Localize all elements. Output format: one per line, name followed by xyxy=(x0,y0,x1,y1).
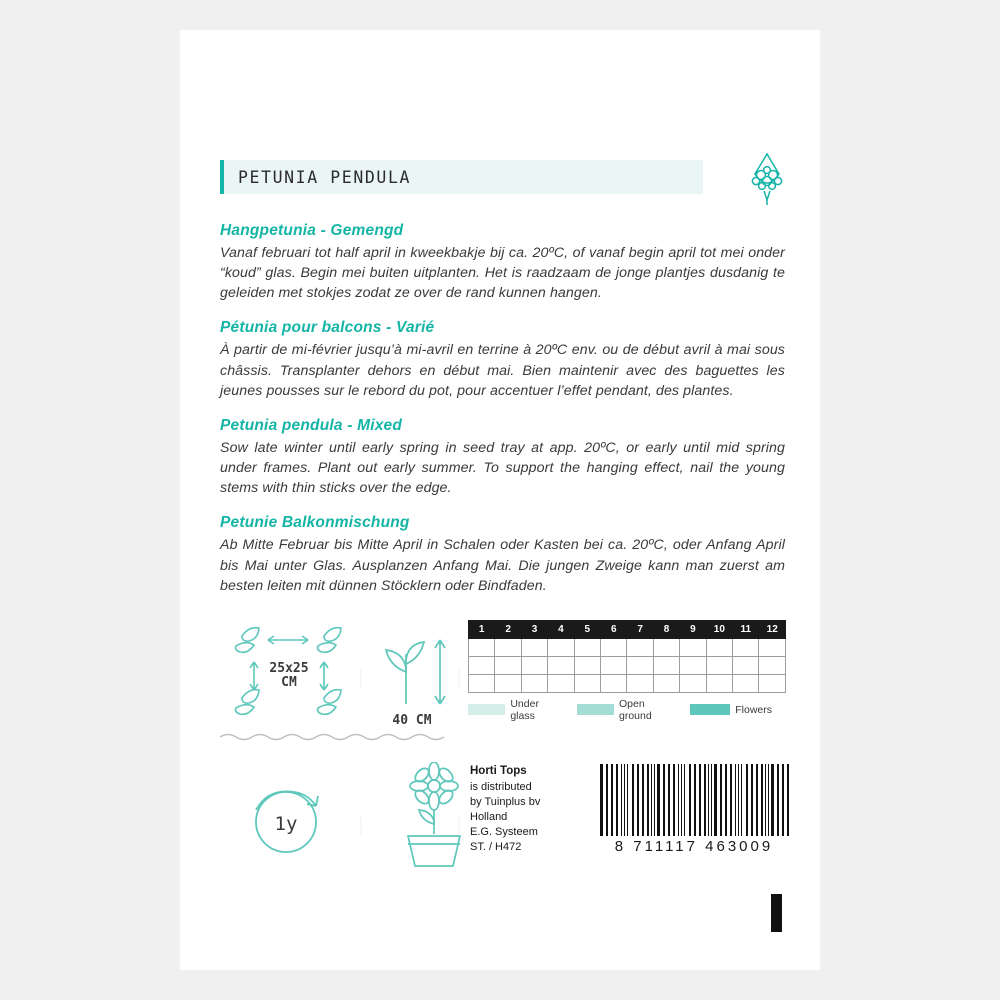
spacing-label-line2: CM xyxy=(281,674,297,690)
calendar-cell xyxy=(469,674,495,692)
calendar-cell xyxy=(495,656,521,674)
calendar-cell xyxy=(706,656,732,674)
legend-label: Open ground xyxy=(618,697,652,722)
calendar-cell xyxy=(574,674,600,692)
language-heading: Petunie Balkonmischung xyxy=(220,514,410,532)
month-header: 10 xyxy=(706,620,732,638)
brand-line: E.G. Systeem xyxy=(470,826,538,839)
calendar-cell xyxy=(574,638,600,656)
month-header: 3 xyxy=(521,620,547,638)
month-header: 2 xyxy=(495,620,521,638)
legend-label: Under glass xyxy=(510,697,539,722)
month-header-row xyxy=(469,620,786,638)
language-body: Vanaf februari tot half april in kweekbakje bij ca. 20ºC, of vanaf begin april tot mei onder “koud” glas. Begin mei buiten uitplanten. Het is raadzaam de jonge plantjes dusdanig te geleiden met stokjes zodat ze over de rand kunnen hangen. xyxy=(220,245,785,302)
packet-content xyxy=(220,160,785,890)
language-heading: Petunia pendula - Mixed xyxy=(220,416,403,434)
barcode-block xyxy=(598,764,790,855)
language-block-nl xyxy=(220,222,785,303)
barcode-number: 8 711117 463009 xyxy=(614,837,774,855)
language-body: Sow late winter until early spring in seed tray at app. 20ºC, or early until mid spring under frames. Plant out early summer. To support the hanging effect, nail the young stems with thin sticks over the edge. xyxy=(220,439,785,497)
brand-line: is distributed xyxy=(470,780,532,793)
divider-squiggle xyxy=(360,760,362,890)
calendar-cell xyxy=(521,656,547,674)
title-bar xyxy=(220,160,703,194)
calendar-cell xyxy=(574,656,600,674)
month-header: 12 xyxy=(759,620,786,638)
language-body: À partir de mi-février jusqu’à mi-avril en terrine à 20ºC env. ou de début avril à mai sous châssis. Transplanter dehors en début mai. Bien maintenir avec des baguettes les jeunes pousses sur le rebord du pot, pour accentuer l’effet pendant, des plantes. xyxy=(220,342,785,399)
calendar-cell xyxy=(680,674,706,692)
brand-line: by Tuinplus bv xyxy=(470,795,541,808)
divider-squiggle xyxy=(458,618,460,738)
packet-header xyxy=(220,160,785,206)
page-title: PETUNIA PENDULA xyxy=(238,167,412,187)
legend-item xyxy=(468,698,563,722)
calendar-cell xyxy=(627,638,653,656)
calendar-cell xyxy=(706,638,732,656)
language-heading: Hangpetunia - Gemengd xyxy=(220,222,404,239)
calendar-cell xyxy=(548,638,574,656)
calendar-cell xyxy=(733,674,759,692)
calendar-row xyxy=(469,656,786,674)
language-block-fr xyxy=(220,319,785,400)
brand-name: Horti Tops xyxy=(470,764,527,777)
calendar-body xyxy=(469,638,786,692)
calendar-cell xyxy=(548,674,574,692)
language-block-en xyxy=(220,417,785,498)
calendar-cell xyxy=(759,638,786,656)
calendar-cell xyxy=(627,674,653,692)
month-header: 5 xyxy=(574,620,600,638)
calendar-cell xyxy=(759,674,786,692)
calendar-cell xyxy=(680,638,706,656)
language-block-de xyxy=(220,514,785,595)
growing-info-row xyxy=(220,618,785,738)
calendar-cell xyxy=(653,638,679,656)
month-header: 6 xyxy=(601,620,627,638)
brand-info xyxy=(470,764,580,856)
height-label: 40 CM xyxy=(392,712,432,728)
month-header: 11 xyxy=(733,620,759,638)
calendar-cell xyxy=(601,674,627,692)
year-label: 1y xyxy=(274,812,298,835)
calendar-row xyxy=(469,674,786,692)
legend-swatch xyxy=(468,704,505,715)
calendar-cell xyxy=(521,638,547,656)
legend-item xyxy=(577,698,677,722)
legend-swatch xyxy=(690,704,730,715)
seed-packet-back xyxy=(180,30,820,970)
calendar-cell xyxy=(469,656,495,674)
calendar-cell xyxy=(706,674,732,692)
legend-swatch xyxy=(577,704,614,715)
calendar-cell xyxy=(495,674,521,692)
calendar-cell xyxy=(548,656,574,674)
calendar-cell xyxy=(601,656,627,674)
calendar-row xyxy=(469,638,786,656)
print-registration-mark xyxy=(771,894,782,932)
brand-line: ST. / H472 xyxy=(470,841,522,854)
plant-spacing-icon xyxy=(224,620,354,735)
calendar-cell xyxy=(601,638,627,656)
spacing-label-line1: 25x25 xyxy=(269,660,309,676)
barcode-icon xyxy=(598,764,790,836)
calendar-cell xyxy=(759,656,786,674)
calendar-cell xyxy=(469,638,495,656)
calendar-cell xyxy=(653,674,679,692)
calendar-cell xyxy=(627,656,653,674)
annual-cycle-icon xyxy=(234,766,338,875)
month-header: 7 xyxy=(627,620,653,638)
month-header: 1 xyxy=(469,620,495,638)
month-header: 9 xyxy=(680,620,706,638)
sowing-calendar-table xyxy=(468,620,786,693)
bottom-row xyxy=(220,760,785,890)
calendar-legend xyxy=(468,698,786,722)
brand-line: Holland xyxy=(470,811,508,824)
month-header: 8 xyxy=(653,620,679,638)
calendar-cell xyxy=(653,656,679,674)
month-header: 4 xyxy=(548,620,574,638)
calendar-cell xyxy=(733,656,759,674)
potted-flower-icon xyxy=(388,762,480,879)
plant-height-icon xyxy=(372,620,464,735)
calendar-cell xyxy=(495,638,521,656)
legend-label: Flowers xyxy=(735,703,772,716)
language-heading: Pétunia pour balcons - Varié xyxy=(220,319,435,337)
calendar-cell xyxy=(733,638,759,656)
language-body: Ab Mitte Februar bis Mitte April in Schalen oder Kasten bei ca. 20ºC, oder Anfang April bis Mai unter Glas. Ausplanzen Anfang Mai. Die jungen Zweige kann man zuerst am besten leiten mit dünnen Stöcklern oder Bindfaden. xyxy=(220,537,785,594)
sowing-calendar xyxy=(468,620,786,722)
calendar-cell xyxy=(521,674,547,692)
divider-squiggle xyxy=(360,618,362,738)
flower-bunch-logo-icon xyxy=(731,148,803,212)
legend-item xyxy=(690,704,772,716)
calendar-cell xyxy=(680,656,706,674)
